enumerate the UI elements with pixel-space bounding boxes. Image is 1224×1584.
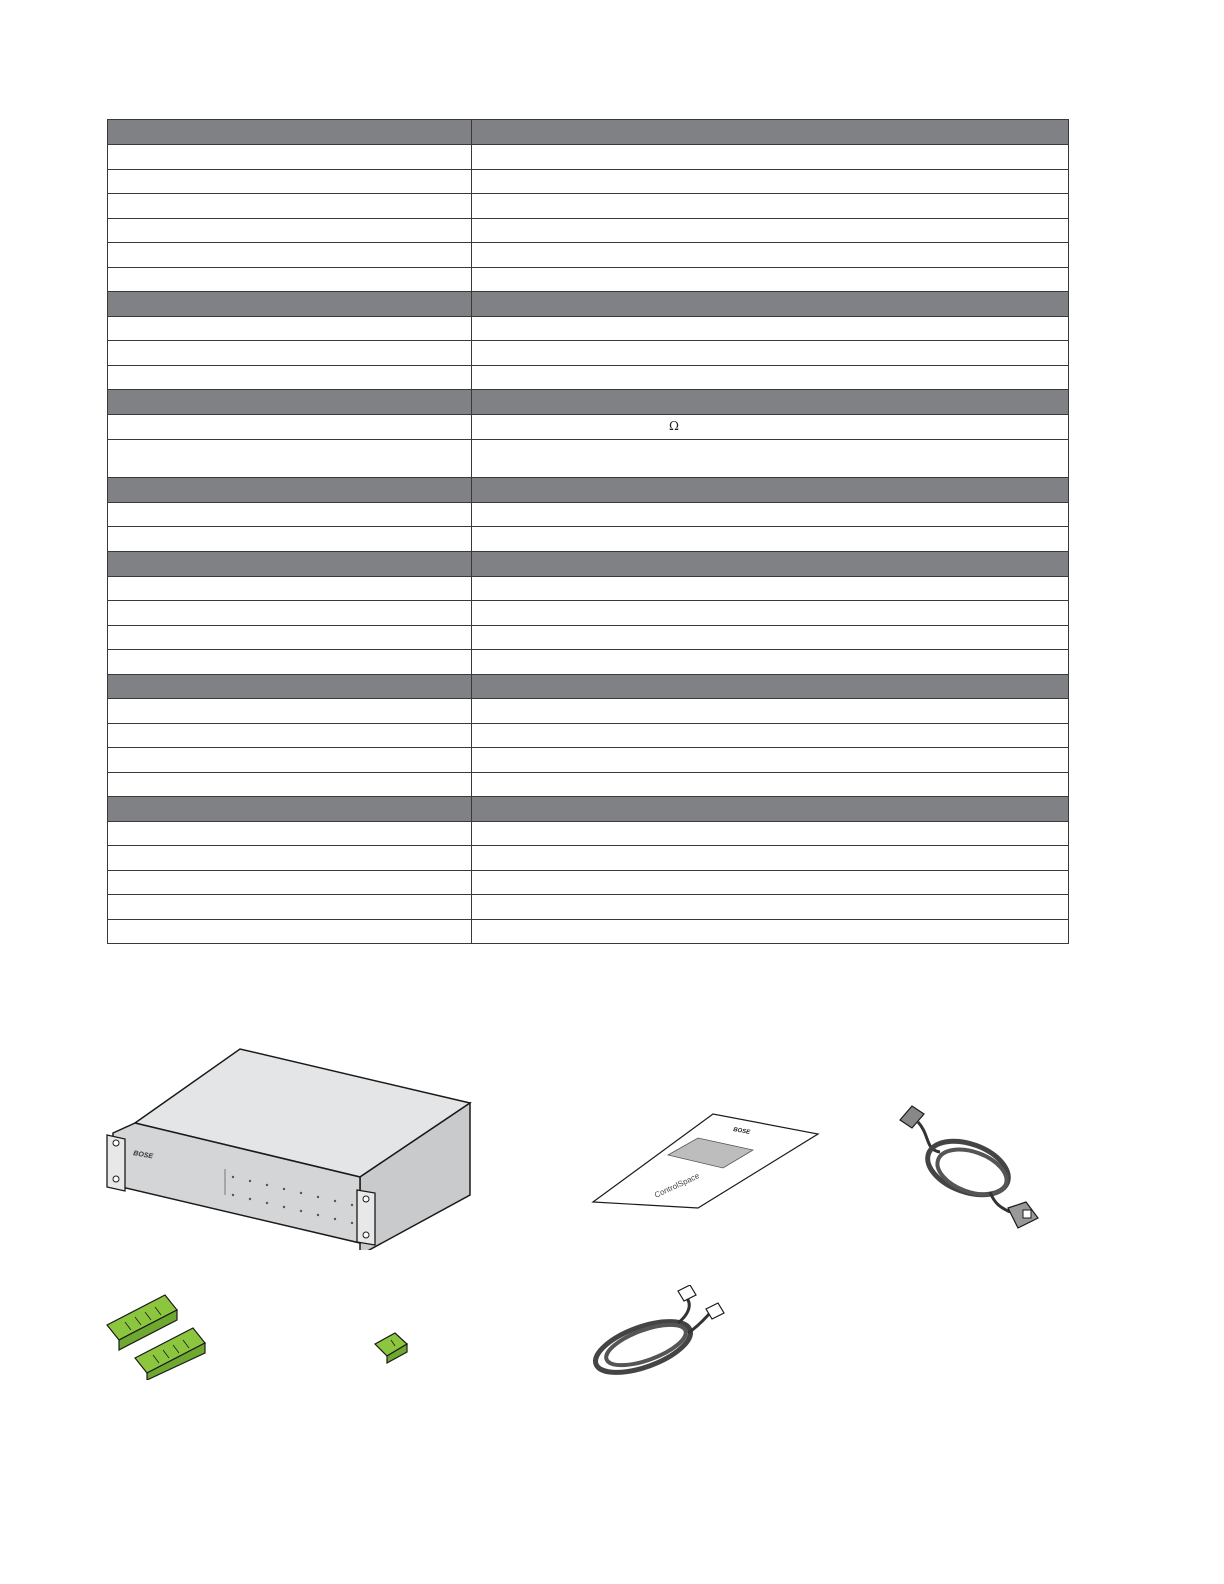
spec-label-cell	[108, 120, 472, 145]
table-row	[108, 170, 1069, 194]
spec-value-cell	[472, 341, 1069, 366]
spec-value-cell	[472, 626, 1069, 650]
spec-label-cell	[108, 268, 472, 292]
table-row	[108, 341, 1069, 366]
spec-value-cell	[472, 317, 1069, 341]
table-row	[108, 871, 1069, 895]
amplifier-brand-logo: BOSE	[132, 1150, 154, 1161]
spec-label-cell	[108, 577, 472, 601]
spec-value-cell	[472, 846, 1069, 871]
manual-title-text: ControlSpace	[653, 1171, 701, 1200]
spec-label-cell	[108, 440, 472, 478]
table-row	[108, 895, 1069, 920]
spec-value-cell	[472, 895, 1069, 920]
table-row	[108, 440, 1069, 478]
spec-label-cell	[108, 675, 472, 699]
table-row	[108, 219, 1069, 243]
table-row	[108, 601, 1069, 626]
spec-value-cell	[472, 699, 1069, 724]
table-row	[108, 366, 1069, 390]
spec-label-cell	[108, 797, 472, 822]
table-row	[108, 194, 1069, 219]
spec-value-cell	[472, 577, 1069, 601]
spec-value-cell	[472, 773, 1069, 797]
spec-label-cell	[108, 552, 472, 577]
spec-label-cell	[108, 773, 472, 797]
table-row	[108, 699, 1069, 724]
spec-value-cell	[472, 920, 1069, 944]
spec-value-cell	[472, 724, 1069, 748]
spec-label-cell	[108, 601, 472, 626]
table-row	[108, 920, 1069, 944]
spec-value-cell	[472, 243, 1069, 268]
spec-value-cell	[472, 601, 1069, 626]
spec-label-cell	[108, 341, 472, 366]
section-header-row	[108, 478, 1069, 503]
euroblock-connectors-illustration	[105, 1290, 215, 1380]
spec-label-cell	[108, 478, 472, 503]
spec-label-cell	[108, 170, 472, 194]
spec-value-cell	[472, 440, 1069, 478]
table-row	[108, 577, 1069, 601]
spec-label-cell	[108, 219, 472, 243]
section-header-row	[108, 797, 1069, 822]
table-row	[108, 650, 1069, 675]
spec-value-cell	[472, 120, 1069, 145]
spec-label-cell	[108, 650, 472, 675]
spec-value-cell	[472, 503, 1069, 527]
spec-label-cell	[108, 871, 472, 895]
table-row	[108, 415, 1069, 440]
spec-label-cell	[108, 724, 472, 748]
spec-label-cell	[108, 243, 472, 268]
spec-value-cell	[472, 219, 1069, 243]
section-header-row	[108, 292, 1069, 317]
spec-label-cell	[108, 626, 472, 650]
spec-value-cell	[472, 145, 1069, 170]
section-header-row	[108, 675, 1069, 699]
spec-value-cell	[472, 170, 1069, 194]
spec-label-cell	[108, 527, 472, 552]
small-euroblock-connector-illustration	[373, 1330, 413, 1365]
owners-guide-illustration	[588, 1110, 823, 1210]
table-row	[108, 527, 1069, 552]
section-header-row	[108, 390, 1069, 415]
spec-value-cell	[472, 478, 1069, 503]
table-row	[108, 243, 1069, 268]
manual-brand-logo: BOSE	[732, 1127, 751, 1136]
table-row	[108, 773, 1069, 797]
spec-value-cell	[472, 748, 1069, 773]
spec-label-cell	[108, 145, 472, 170]
section-header-row	[108, 120, 1069, 145]
spec-label-cell	[108, 292, 472, 317]
spec-value-cell	[472, 415, 1069, 440]
specifications-table	[107, 119, 1069, 944]
table-row	[108, 503, 1069, 527]
table-row	[108, 626, 1069, 650]
section-header-row	[108, 552, 1069, 577]
spec-value-cell	[472, 797, 1069, 822]
table-row	[108, 145, 1069, 170]
power-cord-illustration	[890, 1100, 1050, 1240]
spec-value-cell	[472, 552, 1069, 577]
table-row	[108, 822, 1069, 846]
spec-label-cell	[108, 503, 472, 527]
spec-label-cell	[108, 822, 472, 846]
spec-label-cell	[108, 415, 472, 440]
amplifier-unit-illustration	[105, 1045, 480, 1250]
spec-label-cell	[108, 920, 472, 944]
spec-value-cell	[472, 390, 1069, 415]
spec-value-cell	[472, 871, 1069, 895]
spec-label-cell	[108, 699, 472, 724]
table-row	[108, 748, 1069, 773]
spec-value-cell	[472, 650, 1069, 675]
spec-value-cell	[472, 292, 1069, 317]
table-row	[108, 846, 1069, 871]
spec-value-cell	[472, 366, 1069, 390]
spec-label-cell	[108, 895, 472, 920]
spec-label-cell	[108, 390, 472, 415]
spec-value-cell	[472, 675, 1069, 699]
network-cable-illustration	[588, 1285, 733, 1385]
table-row	[108, 317, 1069, 341]
table-row	[108, 724, 1069, 748]
spec-label-cell	[108, 748, 472, 773]
spec-value-cell	[472, 527, 1069, 552]
table-row	[108, 268, 1069, 292]
spec-label-cell	[108, 317, 472, 341]
spec-label-cell	[108, 194, 472, 219]
omega-symbol: Ω	[669, 419, 679, 433]
spec-value-cell	[472, 268, 1069, 292]
spec-value-cell	[472, 822, 1069, 846]
spec-label-cell	[108, 846, 472, 871]
spec-label-cell	[108, 366, 472, 390]
spec-value-cell	[472, 194, 1069, 219]
